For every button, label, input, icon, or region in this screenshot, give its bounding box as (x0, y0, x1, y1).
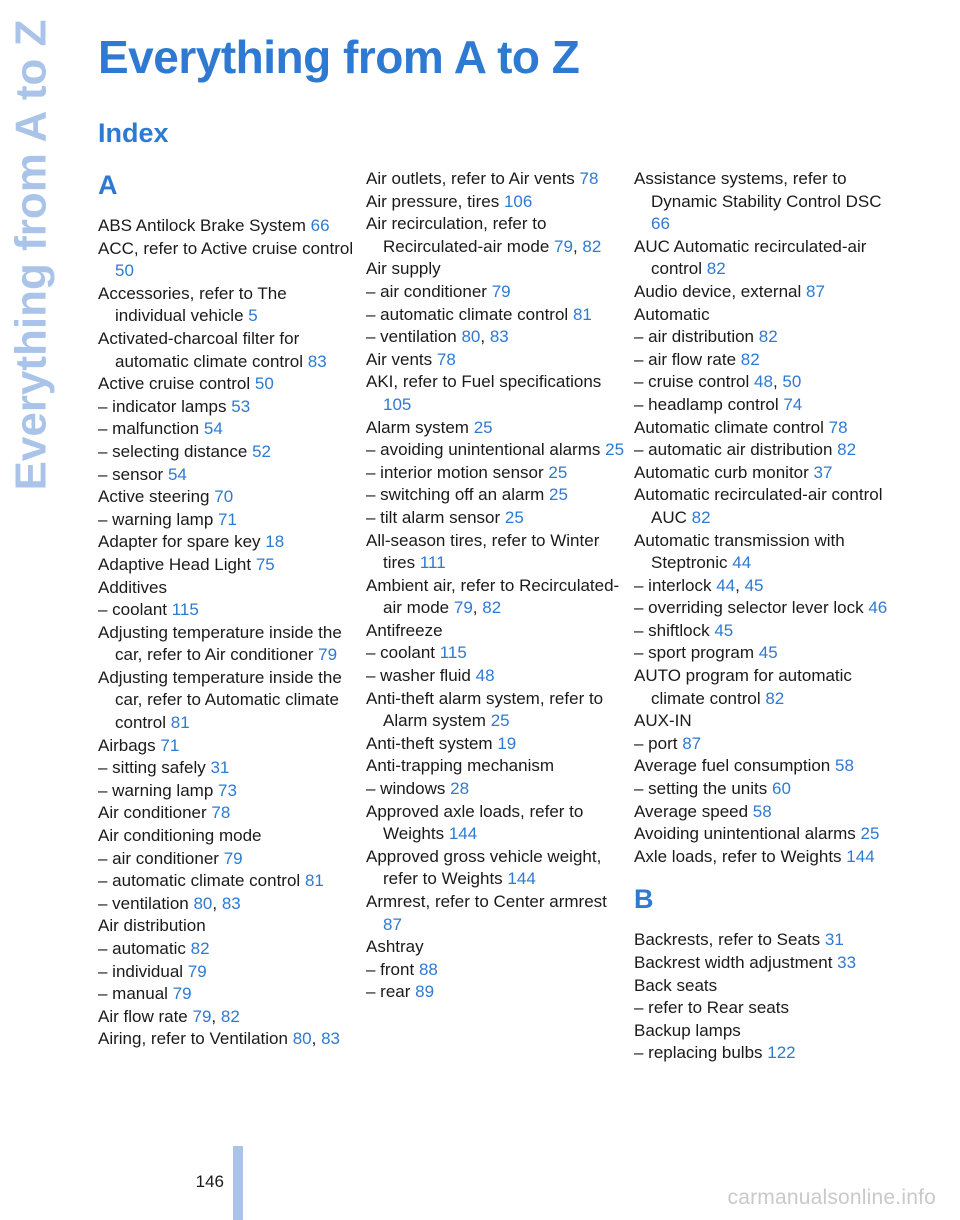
index-entry (98, 780, 360, 803)
index-entry-text: – washer fluid (366, 666, 471, 686)
index-entry (634, 642, 896, 665)
index-entry (366, 168, 628, 191)
index-entry (98, 983, 360, 1006)
page-reference-link[interactable]: 79 (192, 1006, 212, 1026)
page-reference-link[interactable]: 115 (439, 643, 467, 663)
index-entry-text: – front (366, 959, 415, 979)
footer-accent-bar (233, 1146, 243, 1220)
page-reference-link[interactable]: 25 (504, 507, 524, 527)
index-entry-text: Average speed (634, 801, 749, 821)
page-reference-link[interactable]: 83 (321, 1029, 340, 1049)
index-entry-text: ABS Antilock Brake System (98, 216, 306, 235)
index-entry (634, 349, 896, 372)
index-entry (98, 915, 360, 938)
index-entry (366, 439, 628, 462)
index-entry (98, 802, 360, 825)
index-entry-text: – sport program (634, 643, 754, 663)
index-entry (634, 597, 896, 620)
index-entry-text: Air vents (366, 349, 433, 369)
index-entry: Airing, refer to Ventilation 80, 83 (98, 1029, 340, 1049)
index-entry: Air recirculation, refer to Recirculated-air mode 79, 82 (366, 214, 602, 256)
index-entry-text: Backrest width adjustment (634, 953, 833, 972)
index-entry (366, 801, 628, 846)
index-entry (366, 507, 628, 530)
index-entry-text: – replacing bulbs (634, 1043, 763, 1063)
page-reference-link[interactable]: 144 (448, 824, 478, 844)
index-entry (98, 938, 360, 961)
index-entry (98, 870, 360, 893)
index-entry (366, 462, 628, 485)
page-reference-link[interactable]: 50 (115, 261, 134, 281)
index-entry-text: Ashtray (366, 937, 424, 957)
index-entry-text: Active cruise control (98, 374, 251, 394)
index-entry (98, 577, 360, 600)
page-reference-link[interactable]: 122 (767, 1043, 796, 1063)
index-entry (366, 755, 628, 778)
index-entry (98, 848, 360, 871)
index-entry (634, 1020, 896, 1043)
page-reference-link[interactable]: 52 (252, 441, 271, 461)
index-entry-text: Air supply (366, 259, 441, 279)
page-reference-link[interactable]: 18 (265, 532, 285, 552)
index-entry-text: Active steering (98, 487, 210, 507)
page-reference-link[interactable]: 83 (221, 893, 241, 913)
index-entry-text: Approved gross vehicle weight, refer to Weights (366, 846, 602, 889)
page-reference-link[interactable]: 79 (318, 645, 338, 665)
page-reference-link[interactable]: 71 (160, 735, 180, 755)
index-entry: – cruise control 48, 50 (634, 372, 802, 392)
index-entry-text: Air flow rate (98, 1006, 188, 1026)
index-entry-text: Activated-charcoal filter for automatic climate control (98, 328, 304, 371)
index-column-3 (634, 168, 896, 1065)
page-reference-link[interactable]: 82 (765, 688, 785, 708)
page-reference-link[interactable]: 82 (837, 440, 857, 460)
page-reference-link[interactable]: 115 (171, 600, 199, 620)
page-reference-link[interactable]: 82 (482, 598, 502, 618)
index-entry (98, 464, 360, 487)
index-entry-text: – malfunction (98, 419, 200, 439)
index-entry-text: – cruise control (634, 372, 750, 392)
page-reference-link[interactable]: 106 (503, 191, 533, 211)
index-entry-text: – automatic climate control (98, 871, 301, 891)
index-entry (634, 168, 896, 236)
page-reference-link[interactable]: 83 (307, 351, 327, 371)
index-entry-text: – port (634, 733, 678, 753)
index-entry-text: Adjusting temperature inside the car, refer to Air conditioner (98, 622, 342, 665)
index-entry-text: Automatic climate control (634, 417, 824, 437)
page-reference-link[interactable]: 82 (582, 236, 602, 256)
index-entry-text: Ambient air, refer to Recirculated-air mode (366, 575, 620, 618)
index-entry (634, 975, 896, 998)
index-entry-text: Average fuel consumption (634, 756, 831, 776)
index-entry-text: – automatic (98, 939, 186, 958)
index-entry-text: AUTO program for automatic climate control (634, 666, 852, 708)
page-reference-link[interactable]: 25 (860, 824, 880, 844)
index-entry (98, 735, 360, 758)
page-reference-link[interactable]: 31 (824, 930, 844, 950)
page-reference-link[interactable]: 70 (214, 487, 234, 507)
section-title: Index (98, 118, 169, 148)
index-entry-text: Approved axle loads, refer to Weights (366, 801, 584, 844)
index-entry (634, 846, 896, 869)
index-entry-text: All-season tires, refer to Winter tires (366, 530, 600, 573)
index-entry-text: – warning lamp (98, 509, 214, 529)
index-entry (634, 929, 896, 952)
index-entry-text: Additives (98, 577, 167, 597)
page-reference-link[interactable]: 81 (572, 304, 592, 324)
index-entry (366, 936, 628, 959)
index-entry-text: Air distribution (98, 916, 206, 936)
index-entry (366, 665, 628, 688)
index-entry (366, 846, 628, 891)
index-entry-text: – refer to Rear seats (634, 998, 789, 1018)
index-entry-text: Adapter for spare key (98, 532, 261, 552)
index-entry-text: – windows (366, 779, 446, 799)
index-entry-text: – air conditioner (98, 848, 219, 868)
page-reference-link[interactable]: 50 (782, 372, 802, 392)
index-entry (366, 417, 628, 440)
page-reference-link[interactable]: 66 (310, 216, 330, 235)
index-entry-text: Airing, refer to Ventilation (98, 1029, 288, 1049)
index-entry-text: – air distribution (634, 327, 755, 347)
page-reference-link[interactable]: 75 (255, 554, 275, 574)
index-entry (634, 394, 896, 417)
page-reference-link[interactable]: 82 (758, 327, 778, 347)
index-entry: – ventilation 80, 83 (98, 893, 241, 913)
page-reference-link[interactable]: 78 (828, 417, 848, 437)
index-entry-text: Backup lamps (634, 1020, 741, 1040)
index-entry (366, 642, 628, 665)
index-entry-text: Anti-theft system (366, 733, 493, 753)
index-entry-text: Back seats (634, 975, 718, 995)
page-reference-link[interactable]: 79 (554, 236, 573, 256)
index-entry (366, 191, 628, 214)
index-entry (634, 236, 896, 281)
index-entry (634, 304, 896, 327)
index-entry-text: Alarm system (366, 417, 469, 437)
index-entry (634, 665, 896, 710)
page-reference-link[interactable]: 45 (744, 575, 764, 595)
index-entry-text: Automatic (634, 304, 710, 324)
page-number: 146 (195, 1172, 224, 1191)
page-reference-link[interactable]: 80 (292, 1029, 312, 1049)
index-entry-text: – sensor (98, 464, 164, 484)
page-reference-link[interactable]: 58 (752, 801, 772, 821)
index-entry-text: – automatic climate control (366, 304, 569, 324)
page-reference-link[interactable]: 89 (415, 982, 435, 1002)
page-reference-link[interactable]: 78 (211, 803, 231, 823)
index-entry-text: – warning lamp (98, 780, 214, 800)
page-reference-link[interactable]: 83 (489, 327, 509, 347)
index-entry-text: – sitting safely (98, 758, 206, 778)
index-entry (634, 952, 896, 975)
page-reference-link[interactable]: 5 (248, 306, 258, 326)
index-entry-text: – air conditioner (366, 281, 487, 301)
index-entry-text: Armrest, refer to Center armrest (366, 892, 607, 911)
page-reference-link[interactable]: 79 (453, 598, 473, 618)
index-entry (634, 530, 896, 575)
index-entry-text: Automatic curb monitor (634, 462, 809, 482)
page-reference-link[interactable]: 87 (806, 281, 825, 301)
index-entry (366, 778, 628, 801)
index-entry (634, 778, 896, 801)
index-entry-text: AUC Automatic recirculated-air control (634, 236, 867, 279)
page-reference-link[interactable]: 53 (231, 396, 251, 416)
page-reference-link[interactable]: 31 (210, 758, 230, 778)
index-entry (634, 801, 896, 824)
page-reference-link[interactable]: 73 (218, 780, 237, 800)
index-letter-heading: A (98, 170, 118, 200)
index-entry-text: – selecting distance (98, 441, 248, 461)
page-reference-link[interactable]: 44 (732, 553, 752, 573)
page-reference-link[interactable]: 144 (507, 869, 536, 889)
page-title: Everything from A to Z (98, 31, 580, 83)
page-reference-link[interactable]: 44 (716, 575, 736, 595)
index-entry (634, 484, 896, 529)
page-reference-link[interactable]: 71 (218, 509, 237, 529)
index-entry (366, 304, 628, 327)
index-entry-text: – air flow rate (634, 349, 737, 369)
index-entry (634, 997, 896, 1020)
page-reference-link[interactable]: 25 (490, 711, 510, 731)
index-entry-text: Anti-trapping mechanism (366, 756, 555, 776)
page-reference-link[interactable]: 46 (868, 598, 888, 618)
page-reference-link[interactable]: 87 (383, 914, 402, 934)
index-entry-text: – setting the units (634, 779, 768, 799)
page-reference-link[interactable]: 79 (187, 961, 207, 981)
index-entry (634, 733, 896, 756)
index-entry (634, 417, 896, 440)
index-entry (98, 531, 360, 554)
page-reference-link[interactable]: 54 (167, 464, 187, 484)
index-entry (98, 961, 360, 984)
index-entry-text: AUX-IN (634, 711, 692, 731)
index-entry-text: – ventilation (366, 327, 457, 347)
index-entry (98, 486, 360, 509)
index-entry (98, 441, 360, 464)
watermark: carmanualsonline.info (727, 1186, 936, 1209)
index-entry (98, 283, 360, 328)
index-entry (366, 484, 628, 507)
index-entry-text: Air outlets, refer to Air vents (366, 169, 575, 188)
page-reference-link[interactable]: 82 (706, 259, 726, 279)
page-reference-link[interactable]: 144 (846, 846, 875, 866)
page-reference-link[interactable]: 25 (549, 485, 568, 505)
page-reference-link[interactable]: 79 (223, 848, 243, 868)
index-entry-text: Air conditioner (98, 803, 207, 823)
index-entry (634, 755, 896, 778)
index-entry (366, 959, 628, 982)
index-entry-text: – individual (98, 961, 184, 981)
index-entry-text: Automatic recirculated-air control AUC (634, 485, 883, 527)
index-entry: – interlock 44, 45 (634, 575, 764, 595)
page-reference-link[interactable]: 28 (450, 779, 470, 799)
page-reference-link[interactable]: 111 (419, 553, 446, 573)
index-entry (366, 371, 628, 416)
page-reference-link[interactable]: 82 (190, 939, 210, 958)
page-reference-link[interactable]: 79 (491, 281, 511, 301)
index-entry-text: Air conditioning mode (98, 826, 262, 846)
index-entry-text: Axle loads, refer to Weights (634, 846, 842, 866)
index-entry-text: – indicator lamps (98, 396, 227, 416)
index-entry (366, 981, 628, 1004)
page-reference-link[interactable]: 45 (758, 643, 778, 663)
page-reference-link[interactable]: 80 (193, 893, 213, 913)
page-reference-link[interactable]: 48 (754, 372, 773, 392)
page-reference-link[interactable]: 54 (203, 419, 223, 439)
index-entry (98, 238, 360, 283)
index-entry (98, 622, 360, 667)
index-entry (98, 509, 360, 532)
index-entry (634, 1042, 896, 1065)
page-reference-link[interactable]: 82 (691, 507, 711, 527)
index-entry-text: ACC, refer to Active cruise control (98, 238, 354, 258)
index-letter-heading: B (634, 884, 654, 915)
index-entry (98, 215, 360, 238)
index-entry (98, 757, 360, 780)
page-reference-link[interactable]: 25 (605, 440, 625, 460)
index-entry-text: Accessories, refer to The individual vehicle (98, 283, 287, 326)
index-entry (634, 326, 896, 349)
index-column-2 (366, 168, 628, 1004)
page-reference-link[interactable]: 74 (783, 394, 803, 414)
index-entry (366, 530, 628, 575)
page-reference-link[interactable]: 60 (772, 779, 791, 799)
index-entry (98, 554, 360, 577)
index-entry-text: – shiftlock (634, 620, 710, 640)
page-reference-link[interactable]: 79 (172, 984, 192, 1004)
index-entry-text: Air pressure, tires (366, 191, 500, 211)
page-reference-link[interactable]: 66 (651, 214, 670, 234)
index-entry (98, 373, 360, 396)
index-entry-text: Audio device, external (634, 281, 802, 301)
index-entry-text: – overriding selector lever lock (634, 598, 864, 618)
page-reference-link[interactable]: 45 (714, 620, 734, 640)
index-entry: – ventilation 80, 83 (366, 327, 509, 347)
page-reference-link[interactable]: 19 (497, 733, 517, 753)
page-reference-link[interactable]: 105 (383, 394, 412, 414)
index-entry-text: – avoiding unintentional alarms (366, 440, 601, 460)
index-entry-text: Antifreeze (366, 620, 443, 640)
index-entry (98, 825, 360, 848)
page-reference-link[interactable]: 50 (254, 374, 274, 394)
index-entry (634, 823, 896, 846)
index-entry-text: – tilt alarm sensor (366, 507, 501, 527)
index-entry (634, 620, 896, 643)
index-entry-text: Anti-theft alarm system, refer to Alarm system (366, 688, 604, 731)
index-entry-text: – switching off an alarm (366, 485, 545, 505)
index-entry-text: – ventilation (98, 893, 189, 913)
index-entry-text: – manual (98, 984, 168, 1004)
index-entry-text: Adjusting temperature inside the car, refer to Automatic climate control (98, 667, 342, 733)
index-entry-text: – headlamp control (634, 394, 779, 414)
index-column-1 (98, 168, 360, 1051)
index-entry (98, 667, 360, 735)
page-reference-link[interactable]: 48 (475, 666, 495, 686)
page-reference-link[interactable]: 25 (548, 462, 568, 482)
page-reference-link[interactable]: 82 (740, 349, 760, 369)
index-entry (634, 462, 896, 485)
index-entry (98, 396, 360, 419)
index-entry-text: – coolant (98, 600, 167, 620)
index-entry-text: – interior motion sensor (366, 462, 544, 482)
page-reference-link[interactable]: 78 (579, 169, 599, 188)
index-entry: Air flow rate 79, 82 (98, 1006, 240, 1026)
page-reference-link[interactable]: 81 (170, 713, 190, 733)
index-entry-text: Automatic transmission with Steptronic (634, 530, 845, 573)
index-entry-text: – rear (366, 982, 411, 1002)
index-entry (98, 328, 360, 373)
index-entry (366, 349, 628, 372)
index-entry-text: Adaptive Head Light (98, 554, 252, 574)
side-chapter-title (0, 20, 62, 490)
index-entry (634, 710, 896, 733)
index-entry (366, 733, 628, 756)
index-entry: Ambient air, refer to Recirculated-air mode 79, 82 (366, 575, 620, 618)
index-entry-text: Airbags (98, 735, 156, 755)
index-entry (634, 439, 896, 462)
index-entry (366, 281, 628, 304)
index-entry-text: Air recirculation, refer to Recirculated-air mode (366, 214, 550, 256)
index-entry-text: Avoiding unintentional alarms (634, 824, 856, 844)
index-entry (98, 599, 360, 622)
page-reference-link[interactable]: 25 (473, 417, 493, 437)
index-entry-text: – coolant (366, 643, 435, 663)
page-reference-link[interactable]: 58 (835, 756, 854, 776)
page-reference-link[interactable]: 81 (304, 871, 324, 891)
page-reference-link[interactable]: 78 (436, 349, 456, 369)
index-entry-text: Backrests, refer to Seats (634, 930, 821, 950)
page-reference-link[interactable]: 37 (813, 462, 833, 482)
index-entry (366, 891, 628, 936)
index-entry-text: Assistance systems, refer to Dynamic Stability Control DSC (634, 169, 882, 211)
page-reference-link[interactable]: 87 (682, 733, 702, 753)
index-entry-text: – interlock (634, 575, 712, 595)
index-entry (366, 688, 628, 733)
page-reference-link[interactable]: 80 (461, 327, 481, 347)
page-reference-link[interactable]: 88 (418, 959, 438, 979)
page-reference-link[interactable]: 82 (220, 1006, 240, 1026)
page-reference-link[interactable]: 33 (837, 953, 857, 972)
index-entry (98, 418, 360, 441)
index-entry-text: – automatic air distribution (634, 440, 833, 460)
index-entry (366, 258, 628, 281)
index-entry (366, 620, 628, 643)
index-entry-text: AKI, refer to Fuel specifications (366, 372, 602, 392)
side-chapter-title-text: Everything from A to Z (6, 19, 56, 491)
index-entry (634, 281, 896, 304)
